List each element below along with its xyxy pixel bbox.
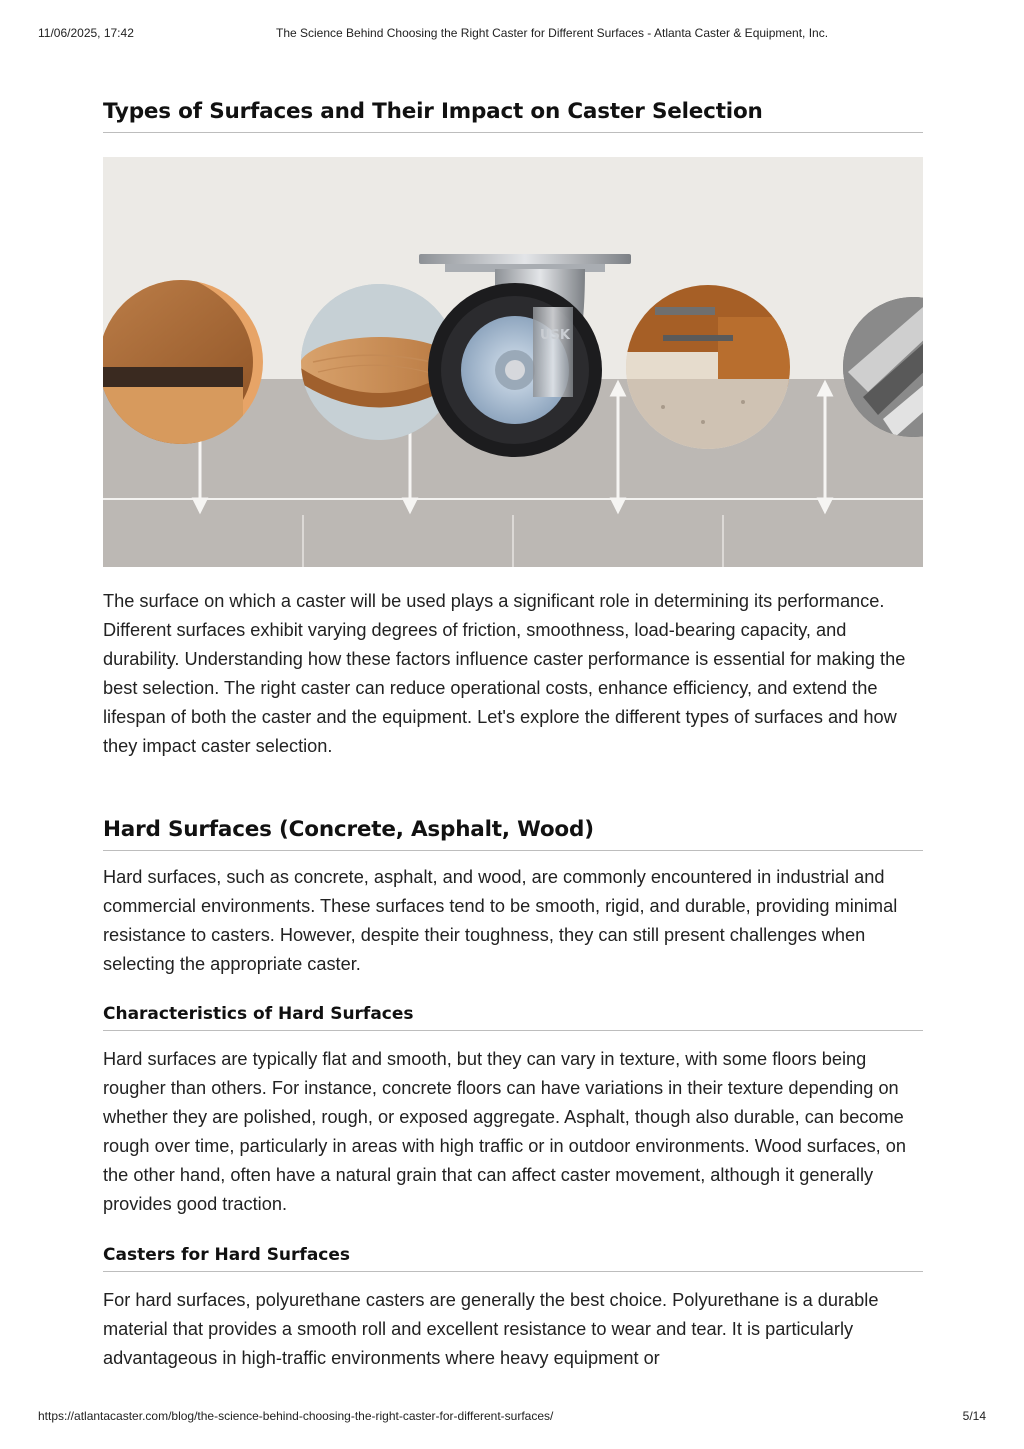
page-number: 5/14 [962,1409,986,1423]
intro-paragraph: The surface on which a caster will be used plays a significant role in determining its performance. Different surfaces exhibit varying degrees of friction, smoothness, load-bearing capacity, and durability. Understanding how these factors influence caster performance is essential for making the best selection. The right caster can reduce operational costs, enhance efficiency, and extend the lifespan of both the caster and the equipment. Let's explore the different types of surfaces and how they impact caster selection. [103,591,906,756]
heading-characteristics: Characteristics of Hard Surfaces [103,1004,923,1031]
characteristics-paragraph: Hard surfaces are typically flat and smooth, but they can vary in texture, with some floors being rougher than others. For instance, concrete floors can have variations in their texture depending on whether they are polished, rough, or exposed aggregate. Asphalt, though also durable, can become rough over time, particularly in areas with high traffic or in outdoor environments. Wood surfaces, on the other hand, often have a natural grain that can affect caster movement, although it generally provides good traction. [103,1049,907,1214]
print-url: https://atlantacaster.com/blog/the-science-behind-choosing-the-right-caster-for-different-surfaces/ [38,1409,554,1423]
caster-brand-mark: USK [540,328,570,343]
heading-types-of-surfaces: Types of Surfaces and Their Impact on Caster Selection [103,99,923,133]
print-header [38,26,986,42]
print-date: 11/06/2025, 17:42 [38,26,134,40]
heading-casters-for-hard-surfaces: Casters for Hard Surfaces [103,1245,923,1272]
hard-surfaces-paragraph: Hard surfaces, such as concrete, asphalt, and wood, are commonly encountered in industrial and commercial environments. These surfaces tend to be smooth, rigid, and durable, providing minimal resistance to casters. However, despite their toughness, they can still present challenges when selecting the appropriate caster. [103,867,898,974]
print-footer [38,1409,986,1425]
print-page-title: The Science Behind Choosing the Right Caster for Different Surfaces - Atlanta Caster & Equipment, Inc. [276,26,829,40]
heading-hard-surfaces: Hard Surfaces (Concrete, Asphalt, Wood) [103,817,923,851]
casters-paragraph: For hard surfaces, polyurethane casters are generally the best choice. Polyurethane is a durable material that provides a smooth roll and excellent resistance to wear and tear. It is particularly advantageous in high-traffic environments where heavy equipment or [103,1290,879,1368]
surfaces-hero-image [103,157,923,567]
